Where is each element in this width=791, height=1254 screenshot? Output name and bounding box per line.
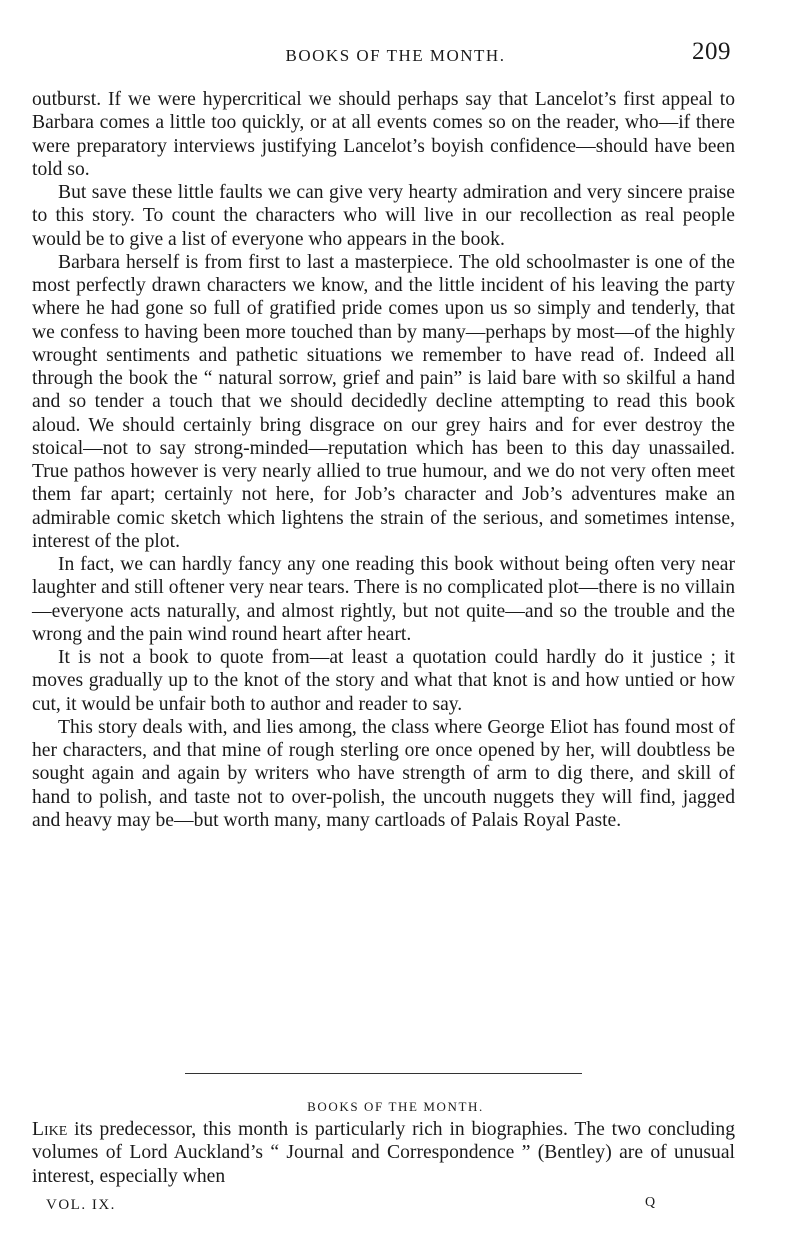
running-title: BOOKS OF THE MONTH. bbox=[285, 46, 506, 65]
paragraph: outburst. If we were hypercritical we should perhaps say that Lancelot’s first appeal to Barbara comes a little too quickly, or at all events comes so on the reader, who—if there were preparatory interviews justifying Lancelot’s boyish confidence—should have been told so. bbox=[32, 89, 735, 180]
paragraph: This story deals with, and lies among, the class where George Eliot has found most of her characters, and that mine of rough sterling ore once opened by her, will doubtless be sought again and again by writers who have strength of arm to dig there, and skill of hand to polish, and taste not to over-polish, the uncouth nuggets they will find, jagged and heavy may be—but worth many, many cartloads of Palais Royal Paste. bbox=[32, 716, 735, 831]
page-footer bbox=[0, 1197, 791, 1221]
section-paragraph-text: its predecessor, this month is particularly rich in biographies. The two concluding volumes of Lord Auckland’s “ Journal and Correspondence ” (Bentley) are of unusual interest, especially when bbox=[32, 1119, 735, 1187]
article-body bbox=[32, 88, 735, 832]
paragraph: Barbara herself is from first to last a masterpiece. The old schoolmaster is one of the most perfectly drawn characters we know, and the little incident of his leaving the party where he had gone so full of gratified pride comes upon us so simply and tenderly, that we confess to having been more touched than by many—perhaps by most—of the highly wrought sentiments and pathetic situations we remember to have read of. Indeed all through the book the “ natural sorrow, grief and pain” is laid bare with so skilful a hand and so tender a touch that we should decidedly decline attempting to read this book aloud. We should certainly bring disgrace on our grey hairs and for ever destroy the stoical—not to say strong-minded—reputation which has been to this day unassailed. True pathos however is very nearly allied to true humour, and we do not very often meet them far apart; certainly not here, for Job’s character and Job’s adventures make an admirable comic sketch which lightens the strain of the serious, and sometimes intense, interest of the plot. bbox=[32, 251, 735, 552]
section-divider bbox=[185, 1073, 582, 1074]
signature-mark: Q bbox=[645, 1195, 656, 1210]
section-body bbox=[32, 1118, 735, 1188]
section-heading: BOOKS OF THE MONTH. bbox=[307, 1099, 484, 1114]
paragraph: It is not a book to quote from—at least a quotation could hardly do it justice ; it moves gradually up to the knot of the story and what that knot is and how untied or how cut, it would be unfair both to author and reader to say. bbox=[32, 647, 735, 715]
running-header bbox=[0, 36, 791, 76]
volume-label: VOL. IX. bbox=[46, 1197, 116, 1213]
page-number: 209 bbox=[692, 38, 731, 65]
paragraph: In fact, we can hardly fancy any one reading this book without being often very near laughter and still oftener very near tears. There is no complicated plot—there is no villain—everyone acts naturally, and almost rightly, but not quite—and so the trouble and the wrong and the pain wind round heart after heart. bbox=[32, 554, 735, 645]
drop-word: Like bbox=[32, 1119, 68, 1140]
paragraph: But save these little faults we can give very hearty admiration and very sincere praise to this story. To count the characters who will live in our recollection as real people would be to give a list of everyone who appears in the book. bbox=[32, 182, 735, 250]
section-paragraph bbox=[32, 1118, 735, 1188]
